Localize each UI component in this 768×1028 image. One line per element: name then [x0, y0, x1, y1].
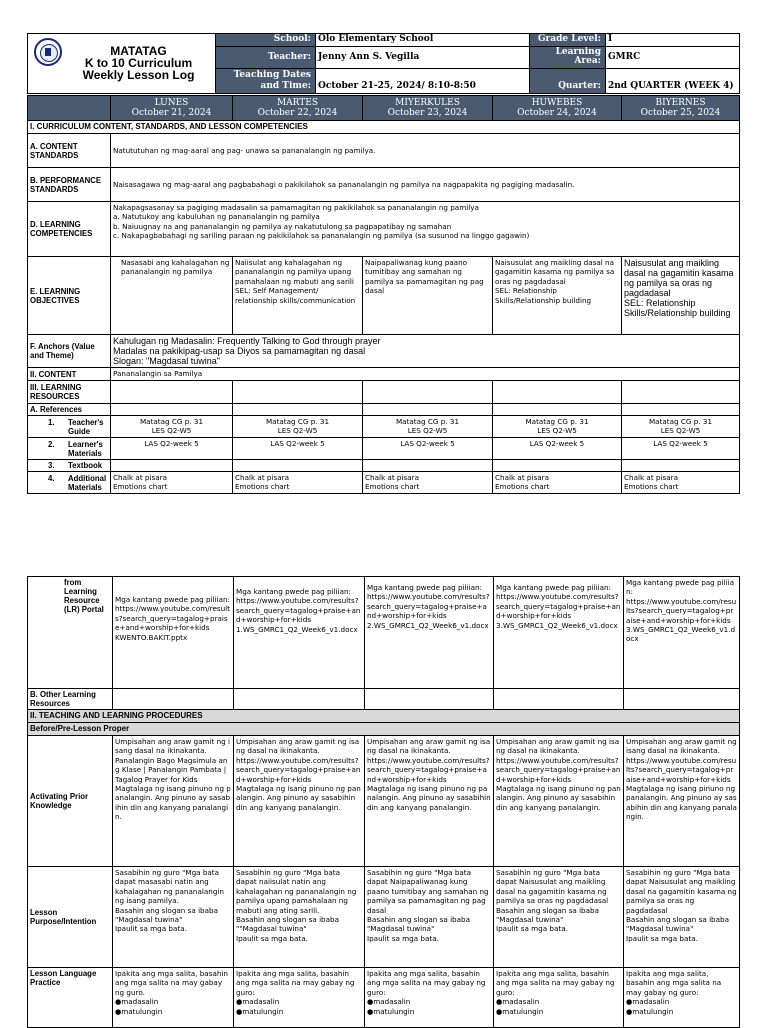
dates-label: Teaching Dates and Time: — [216, 68, 316, 93]
purpose-fri: Sasabihin ng guro "Mga bata dapat Naisusulat ang maikling dasal na gagamitin kasama ng pamilya sa oras ng pagdadasal Basahin ang slogan sa ibaba "Magdasal tuwina" Ipaulit sa mga bata. — [624, 867, 740, 968]
lang-fri: Ipakita ang mga salita, basahin ang mga salita na may gabay ng guro: ● madasalin ● matulungin — [624, 968, 740, 1028]
tg-thu: Matatag CG p. 31 LES Q2-W5 — [493, 416, 622, 438]
lr-portal-tue: Mga kantang pwede pag piliian: https://www.youtube.com/results?search_query=tagalog+praise+and+worship+for+kids 1.WS_GMRC1_Q2_Week6_v1.docx — [234, 577, 365, 689]
day-header-tue: MARTES October 22, 2024 — [233, 96, 363, 121]
prior-knowledge-label: Activating Prior Knowledge — [28, 736, 113, 867]
tb-tue — [233, 460, 363, 472]
am-wed: Chalk at pisara Emotions chart — [363, 472, 493, 494]
learning-resources-label: III. LEARNING RESOURCES — [28, 381, 111, 404]
objective-wed: Naipapaliwanag kung paano tumitibay ang samahan ng pamilya sa pamamagitan ng pag dasal — [363, 257, 493, 335]
content-label: II. CONTENT — [28, 368, 111, 381]
content-text: Pananalangin sa Pamilya — [111, 368, 740, 381]
objective-thu: Naisusulat ang maikling dasal na gagamitin kasama ng pamilya sa oras ng pagdadasal SEL: Relationship Skills/Relationship building — [493, 257, 622, 335]
deped-seal — [34, 38, 62, 66]
prior-fri: Umpisahan ang araw gamit ng isang dasal na ikinakanta. https://www.youtube.com/results?search_query=tagalog+praise+and+worship+for+kids Magtalaga ng isang pinuno ng panalangin. Ang pinuno ay sasabihin din ang kanyang panalangin. — [624, 736, 740, 867]
am-mon: Chalk at pisara Emotions chart — [111, 472, 233, 494]
quarter-label: Quarter: — [530, 68, 606, 93]
lm-tue: LAS Q2-week 5 — [233, 438, 363, 460]
purpose-wed: Sasabihin ng guro "Mga bata dapat Naipapaliwanag kung paano tumitibay ang samahan ng pamilya sa pamamagitan ng pag dasal Basahin ang slogan sa ibaba "Magdasal tuwina" Ipaulit sa mga bata. — [365, 867, 494, 968]
purpose-label: Lesson Purpose/Intention — [28, 867, 113, 968]
objective-fri: Naisusulat ang maikling dasal na gagamitin kasama ng pamilya sa oras ng pagdadasal SEL: Relationship Skills/Relationship building — [622, 257, 740, 335]
lr-portal-fri: Mga kantang pwede pag piliian: https://www.youtube.com/results?search_query=tagalog+praise+and+worship+for+kids 3.WS_GMRC1_Q2_Week6_v1.docx — [624, 577, 740, 689]
day-header-fri: BIYERNES October 25, 2024 — [622, 96, 740, 121]
day-header-blank — [28, 96, 111, 121]
anchors-text: Kahulugan ng Madasalin: Frequently Talking to God through prayer Madalas na pakikipag-usap sa Diyos sa pamamagitan ng dasal Slogan: "Magdasal tuwina" — [111, 335, 740, 368]
prior-tue: Umpisahan ang araw gamit ng isang dasal na ikinakanta. https://www.youtube.com/results?search_query=tagalog+praise+and+worship+for+kids Magtalaga ng isang pinuno ng panalangin. Ang pinuno ay sasabihin din ang kanyang panalangin. — [234, 736, 365, 867]
doc-title-line3: Weekly Lesson Log — [82, 68, 195, 83]
textbook-label: 3. Textbook — [28, 460, 111, 472]
ref-cell-fri — [622, 404, 740, 416]
lr-cell-wed — [363, 381, 493, 404]
grade-label: Grade Level: — [530, 34, 606, 47]
content-standards-label: A. CONTENT STANDARDS — [28, 134, 111, 168]
performance-standards-label: B. PERFORMANCE STANDARDS — [28, 168, 111, 202]
tg-wed: Matatag CG p. 31 LES Q2-W5 — [363, 416, 493, 438]
school-label: School: — [216, 34, 316, 47]
lr-cell-thu — [493, 381, 622, 404]
teachers-guide-label: 1. Teacher's Guide — [28, 416, 111, 438]
tb-thu — [493, 460, 622, 472]
lesson-log-table-page2 — [27, 576, 740, 1028]
lr-portal-label: from Learning Resource (LR) Portal — [28, 577, 113, 689]
ref-cell-mon — [111, 404, 233, 416]
additional-materials-label: 4. Additional Materials — [28, 472, 111, 494]
bullet-madasalin: ● madasalin — [115, 997, 231, 1006]
title-box — [28, 34, 216, 94]
objective-mon: Nasasabi ang kahalagahan ng pananalangin ng pamilya — [111, 257, 233, 335]
tg-mon: Matatag CG p. 31 LES Q2-W5 — [111, 416, 233, 438]
area-value: GMRC — [606, 47, 740, 69]
lang-tue: Ipakita ang mga salita, basahin ang mga salita na may gabay ng guro: ● madasalin ● matulungin — [234, 968, 365, 1028]
quarter-value: 2nd QUARTER (WEEK 4) — [606, 68, 740, 93]
am-thu: Chalk at pisara Emotions chart — [493, 472, 622, 494]
or-mon — [113, 689, 234, 710]
lr-portal-thu: Mga kantang pwede pag piliian: https://www.youtube.com/results?search_query=tagalog+praise+and+worship+for+kids 3.WS_GMRC1_Q2_Week6_v1.docx — [494, 577, 624, 689]
objective-tue: Naiisulat ang kahalagahan ng pananalangin ng pamilya upang pamahalaan ng mabuti ang sarili SEL: Self Management/ relationship skills/communication — [233, 257, 363, 335]
lr-cell-tue — [233, 381, 363, 404]
area-label: Learning Area: — [530, 47, 606, 69]
teacher-value: Jenny Ann S. Vegilla — [316, 47, 530, 69]
before-lesson-title: Before/Pre-Lesson Proper — [28, 723, 740, 736]
dates-value: October 21-25, 2024/ 8:10-8:50 — [316, 68, 530, 93]
tg-tue: Matatag CG p. 31 LES Q2-W5 — [233, 416, 363, 438]
day-header-mon: LUNES October 21, 2024 — [111, 96, 233, 121]
ref-cell-wed — [363, 404, 493, 416]
doc-title-line1: MATATAG — [110, 44, 167, 59]
lm-thu: LAS Q2-week 5 — [493, 438, 622, 460]
bullet-matulungin: ● matulungin — [626, 1007, 737, 1016]
section-curriculum-title: I. CURRICULUM CONTENT, STANDARDS, AND LESSON COMPETENCIES — [28, 121, 740, 134]
am-tue: Chalk at pisara Emotions chart — [233, 472, 363, 494]
bullet-madasalin: ● madasalin — [367, 997, 491, 1006]
learning-objectives-label: E. LEARNING OBJECTIVES — [28, 257, 111, 335]
prior-wed: Umpisahan ang araw gamit ng isang dasal na ikinakanta. https://www.youtube.com/results?search_query=tagalog+praise+and+worship+for+kids Magtalaga ng isang pinuno ng panalangin. Ang pinuno ay sasabihin din ang kanyang panalangin. — [365, 736, 494, 867]
lang-mon: Ipakita ang mga salita, basahin ang mga salita na may gabay ng guro. ● madasalin ● matulungin — [113, 968, 234, 1028]
school-value: Olo Elementary School — [316, 34, 530, 47]
lm-fri: LAS Q2-week 5 — [622, 438, 740, 460]
prior-mon: Umpisahan ang araw gamit ng isang dasal na ikinakanta. Panalangin Bago Magsimula ang Klase | Panalangin Pambata | Tagalog Prayer for Kids Magtalaga ng isang pinuno ng panalangin. Ang pinuno ay sasabihin din ang kanyang panalangin. — [113, 736, 234, 867]
lang-wed: Ipakita ang mga salita, basahin ang mga salita na may gabay ng guro: ● madasalin ● matulungin — [365, 968, 494, 1028]
learning-competencies-label: D. LEARNING COMPETENCIES — [28, 202, 111, 257]
ref-cell-thu — [493, 404, 622, 416]
day-header-thu: HUWEBES October 24, 2024 — [493, 96, 622, 121]
day-header-wed: MIYERKULES October 23, 2024 — [363, 96, 493, 121]
language-practice-label: Lesson Language Practice — [28, 968, 113, 1028]
bullet-madasalin: ● madasalin — [236, 997, 362, 1006]
other-resources-label: B. Other Learning Resources — [28, 689, 113, 710]
teacher-label: Teacher: — [216, 47, 316, 69]
ref-cell-tue — [233, 404, 363, 416]
prior-thu: Umpisahan ang araw gamit ng isang dasal na ikinakanta. https://www.youtube.com/results?search_query=tagalog+praise+and+worship+for+kids Magtalaga ng isang pinuno ng panalangin. Ang pinuno ay sasabihin din ang kanyang panalangin. — [494, 736, 624, 867]
tb-fri — [622, 460, 740, 472]
purpose-tue: Sasabihin ng guro "Mga bata dapat naiisulat natin ang kahalagahan ng pananalangin ng pamilya upang pamahalaan ng mabuti ang ating sarili. Basahin ang slogan sa ibaba ""Magdasal tuwina" Ipaulit sa mga bata. — [234, 867, 365, 968]
or-wed — [365, 689, 494, 710]
lm-wed: LAS Q2-week 5 — [363, 438, 493, 460]
or-fri — [624, 689, 740, 710]
grade-value: I — [606, 34, 740, 47]
purpose-thu: Sasabihin ng guro "Mga bata dapat Naisusulat ang maikling dasal na gagamitin kasama ng pamilya sa oras ng pagdadasal Basahin ang slogan sa ibaba "Magdasal tuwina" Ipaulit sa mga bata. — [494, 867, 624, 968]
learning-competencies-text: Nakapagsasanay sa pagiging madasalin sa pamamagitan ng pakikilahok sa pananalangin ng pamilya a. Natutukoy ang kabuluhan ng pananalangin ng pamilya b. Naiuugnay na ang pananalangin ng pamilya ay nakatutulong sa pagpapatibay ng samahan c. Nakapagbabahagi ng sariling paraan ng pakikilahok sa pananalangin ng pamilya (sa susunod na linggo gagawin) — [111, 202, 740, 257]
performance-standards-text: Naisasagawa ng mag-aaral ang pagbabahagi o pakikilahok sa pananalangin ng pamilya na nagpapakita ng pagiging madasalin. — [111, 168, 740, 202]
or-tue — [234, 689, 365, 710]
bullet-matulungin: ● matulungin — [236, 1007, 362, 1016]
lr-cell-fri — [622, 381, 740, 404]
header-table — [27, 33, 740, 94]
lm-mon: LAS Q2-week 5 — [111, 438, 233, 460]
lesson-log-table — [27, 95, 740, 494]
doc-title-line2: K to 10 Curriculum — [84, 56, 193, 71]
tb-mon — [111, 460, 233, 472]
tg-fri: Matatag CG p. 31 LES Q2-W5 — [622, 416, 740, 438]
purpose-mon: Sasabihin ng guro "Mga bata dapat masasabi natin ang kahalagahan ng pananalangin ng isang pamilya. Basahin ang slogan sa ibaba "Magdasal tuwina" Ipaulit sa mga bata. — [113, 867, 234, 968]
procedures-title: II. TEACHING AND LEARNING PROCEDURES — [28, 710, 740, 723]
bullet-matulungin: ● matulungin — [496, 1007, 621, 1016]
lang-thu: Ipakita ang mga salita, basahin ang mga salita na may gabay ng guro: ● madasalin ● matulungin — [494, 968, 624, 1028]
bullet-matulungin: ● matulungin — [367, 1007, 491, 1016]
tb-wed — [363, 460, 493, 472]
references-label: A. References — [28, 404, 111, 416]
learners-materials-label: 2. Learner's Materials — [28, 438, 111, 460]
bullet-madasalin: ● madasalin — [626, 997, 737, 1006]
anchors-label: F. Anchors (Value and Theme) — [28, 335, 111, 368]
bullet-matulungin: ● matulungin — [115, 1007, 231, 1016]
lr-cell-mon — [111, 381, 233, 404]
or-thu — [494, 689, 624, 710]
bullet-madasalin: ● madasalin — [496, 997, 621, 1006]
lr-portal-wed: Mga kantang pwede pag piliian: https://www.youtube.com/results?search_query=tagalog+praise+and+worship+for+kids 2.WS_GMRC1_Q2_Week6_v1.docx — [365, 577, 494, 689]
lr-portal-mon: Mga kantang pwede pag piliian: https://www.youtube.com/results?search_query=tagalog+praise+and+worship+for+kids KWENTO.BAKIT.pptx — [113, 577, 234, 689]
am-fri: Chalk at pisara Emotions chart — [622, 472, 740, 494]
content-standards-text: Natututuhan ng mag-aaral ang pag- unawa sa pananalangin ng pamilya. — [111, 134, 740, 168]
